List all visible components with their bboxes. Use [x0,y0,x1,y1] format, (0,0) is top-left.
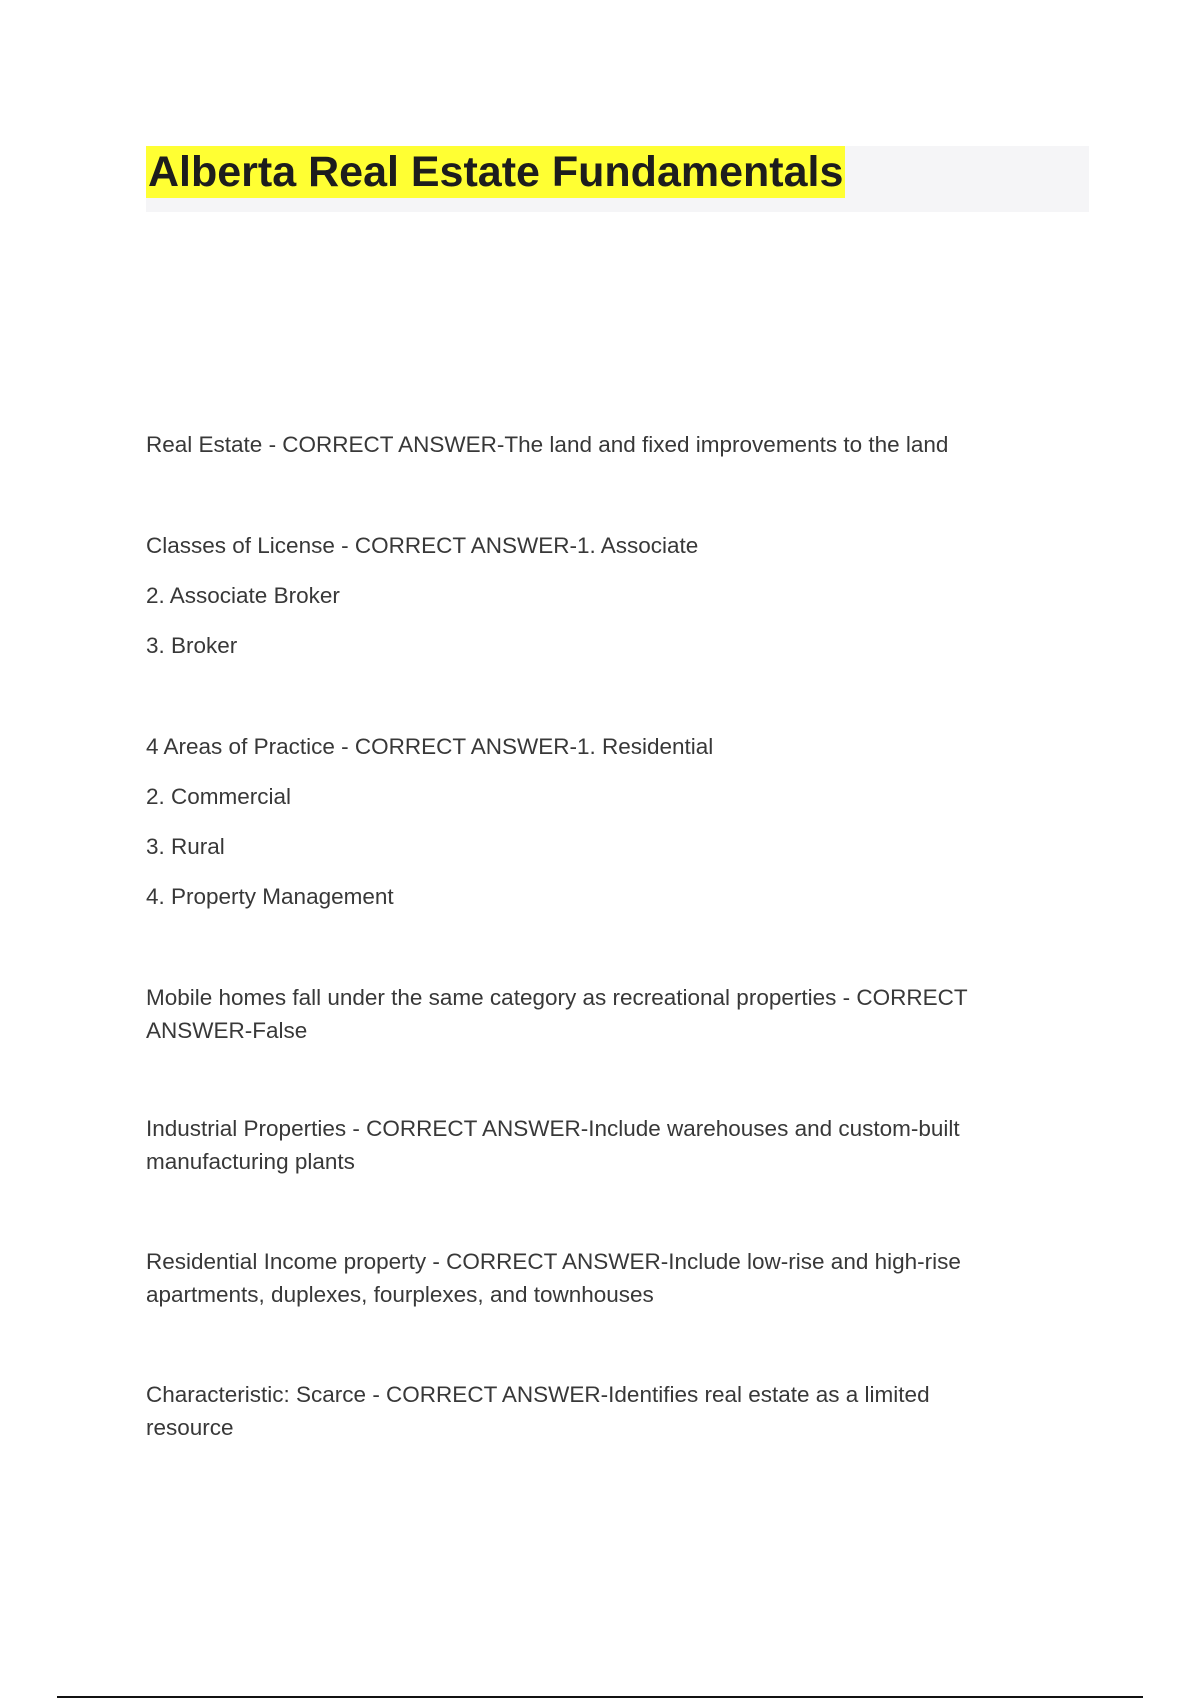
qa-item-characteristic-scarce [146,1378,1046,1444]
qa-line: manufacturing plants [146,1149,355,1174]
qa-list-item: 4. Property Management [146,884,394,909]
footer-rule [57,1696,1143,1698]
qa-item-real-estate [146,428,1046,461]
qa-item-areas-of-practice [146,730,1046,913]
qa-line: Characteristic: Scarce - CORRECT ANSWER-Identifies real estate as a limited [146,1382,930,1407]
qa-line: Residential Income property - CORRECT ANSWER-Include low-rise and high-rise [146,1249,961,1274]
qa-list-item: 3. Rural [146,834,225,859]
qa-line: apartments, duplexes, fourplexes, and townhouses [146,1282,654,1307]
qa-item-residential-income [146,1245,1046,1311]
qa-item-classes-of-license [146,529,1046,662]
qa-item-industrial-properties [146,1112,1046,1178]
qa-line: ANSWER-False [146,1018,308,1043]
qa-line: Industrial Properties - CORRECT ANSWER-Include warehouses and custom-built [146,1116,960,1141]
qa-line: Classes of License - CORRECT ANSWER-1. Associate [146,533,699,558]
qa-list-item: 3. Broker [146,633,238,658]
qa-list-item: 2. Associate Broker [146,583,340,608]
page-title: Alberta Real Estate Fundamentals [148,148,844,196]
qa-item-mobile-homes [146,981,1046,1047]
qa-line: Mobile homes fall under the same category as recreational properties - CORRECT [146,985,968,1010]
qa-line: Real Estate - CORRECT ANSWER-The land and fixed improvements to the land [146,432,949,457]
qa-line: 4 Areas of Practice - CORRECT ANSWER-1. Residential [146,734,714,759]
qa-list-item: 2. Commercial [146,784,292,809]
qa-line: resource [146,1415,234,1440]
